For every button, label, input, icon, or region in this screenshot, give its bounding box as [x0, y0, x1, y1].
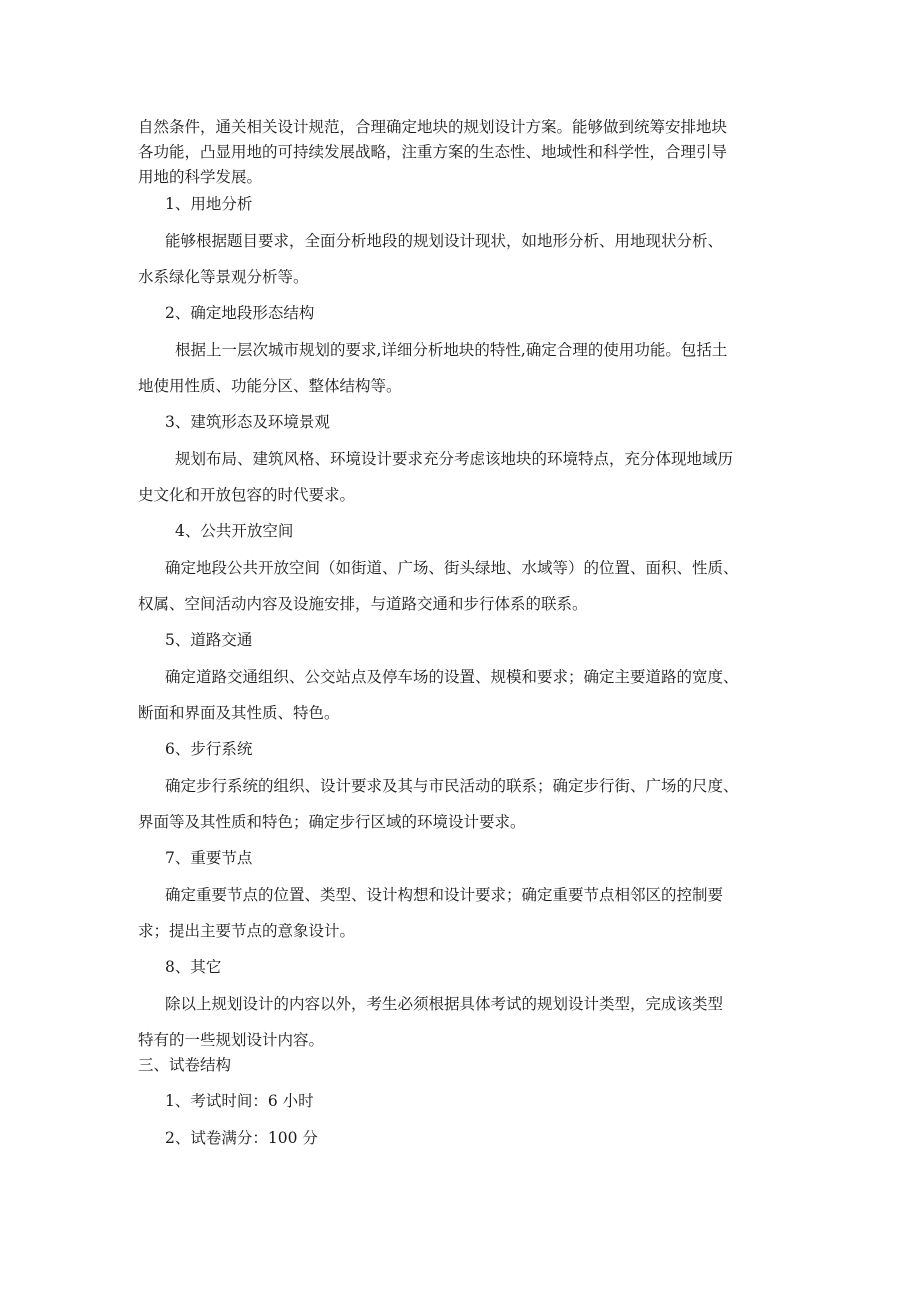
- section-body-line: 史文化和开放包容的时代要求。: [138, 486, 356, 504]
- section-body-line: 能够根据题目要求，全面分析地段的规划设计现状，如地形分析、用地现状分析、: [165, 232, 724, 250]
- section-body-line: 断面和界面及其性质、特色。: [138, 704, 340, 722]
- section-body-line: 确定步行系统的组织、设计要求及其与市民活动的联系；确定步行街、广场的尺度、: [165, 777, 739, 795]
- section-body-line: 界面等及其性质和特色；确定步行区域的环境设计要求。: [138, 813, 526, 831]
- section-heading: 6、步行系统: [165, 740, 253, 758]
- section-body-line: 规划布局、建筑风格、环境设计要求充分考虑该地块的环境特点，充分体现地域历: [175, 450, 734, 468]
- section-body-line: 水系绿化等景观分析等。: [138, 268, 309, 286]
- section-heading: 5、道路交通: [165, 631, 253, 649]
- section-body-line: 权属、空间活动内容及设施安排，与道路交通和步行体系的联系。: [138, 595, 588, 613]
- section-body-line: 特有的一些规划设计内容。: [138, 1031, 325, 1049]
- section-heading: 2、确定地段形态结构: [165, 304, 315, 322]
- intro-paragraph: [138, 115, 798, 190]
- section-heading: 1、用地分析: [165, 195, 253, 213]
- section-heading: 4、公共开放空间: [175, 522, 294, 540]
- part-item: 1、考试时间：6 小时: [165, 1092, 314, 1110]
- section-body-line: 根据上一层次城市规划的要求,详细分析地块的特性,确定合理的使用功能。包括土: [175, 341, 728, 359]
- section-body-line: 除以上规划设计的内容以外，考生必须根据具体考试的规划设计类型，完成该类型: [165, 995, 724, 1013]
- section-heading: 7、重要节点: [165, 849, 253, 867]
- section-body-line: 确定地段公共开放空间（如街道、广场、街头绿地、水域等）的位置、面积、性质、: [165, 559, 739, 577]
- section-body-line: 确定道路交通组织、公交站点及停车场的设置、规模和要求；确定主要道路的宽度、: [165, 668, 739, 686]
- section-body-line: 求；提出主要节点的意象设计。: [138, 922, 356, 940]
- intro-line: 用地的科学发展。: [138, 168, 263, 186]
- intro-line: 自然条件，通关相关设计规范，合理确定地块的规划设计方案。能够做到统筹安排地块: [138, 118, 728, 136]
- part-heading: 三、试卷结构: [138, 1056, 232, 1074]
- part-item: 2、试卷满分：100 分: [165, 1129, 318, 1147]
- section-heading: 3、建筑形态及环境景观: [165, 413, 330, 431]
- intro-line: 各功能，凸显用地的可持续发展战略，注重方案的生态性、地域性和科学性，合理引导: [138, 143, 728, 161]
- section-heading: 8、其它: [165, 958, 222, 976]
- section-body-line: 地使用性质、功能分区、整体结构等。: [138, 377, 402, 395]
- section-body-line: 确定重要节点的位置、类型、设计构想和设计要求；确定重要节点相邻区的控制要: [165, 886, 724, 904]
